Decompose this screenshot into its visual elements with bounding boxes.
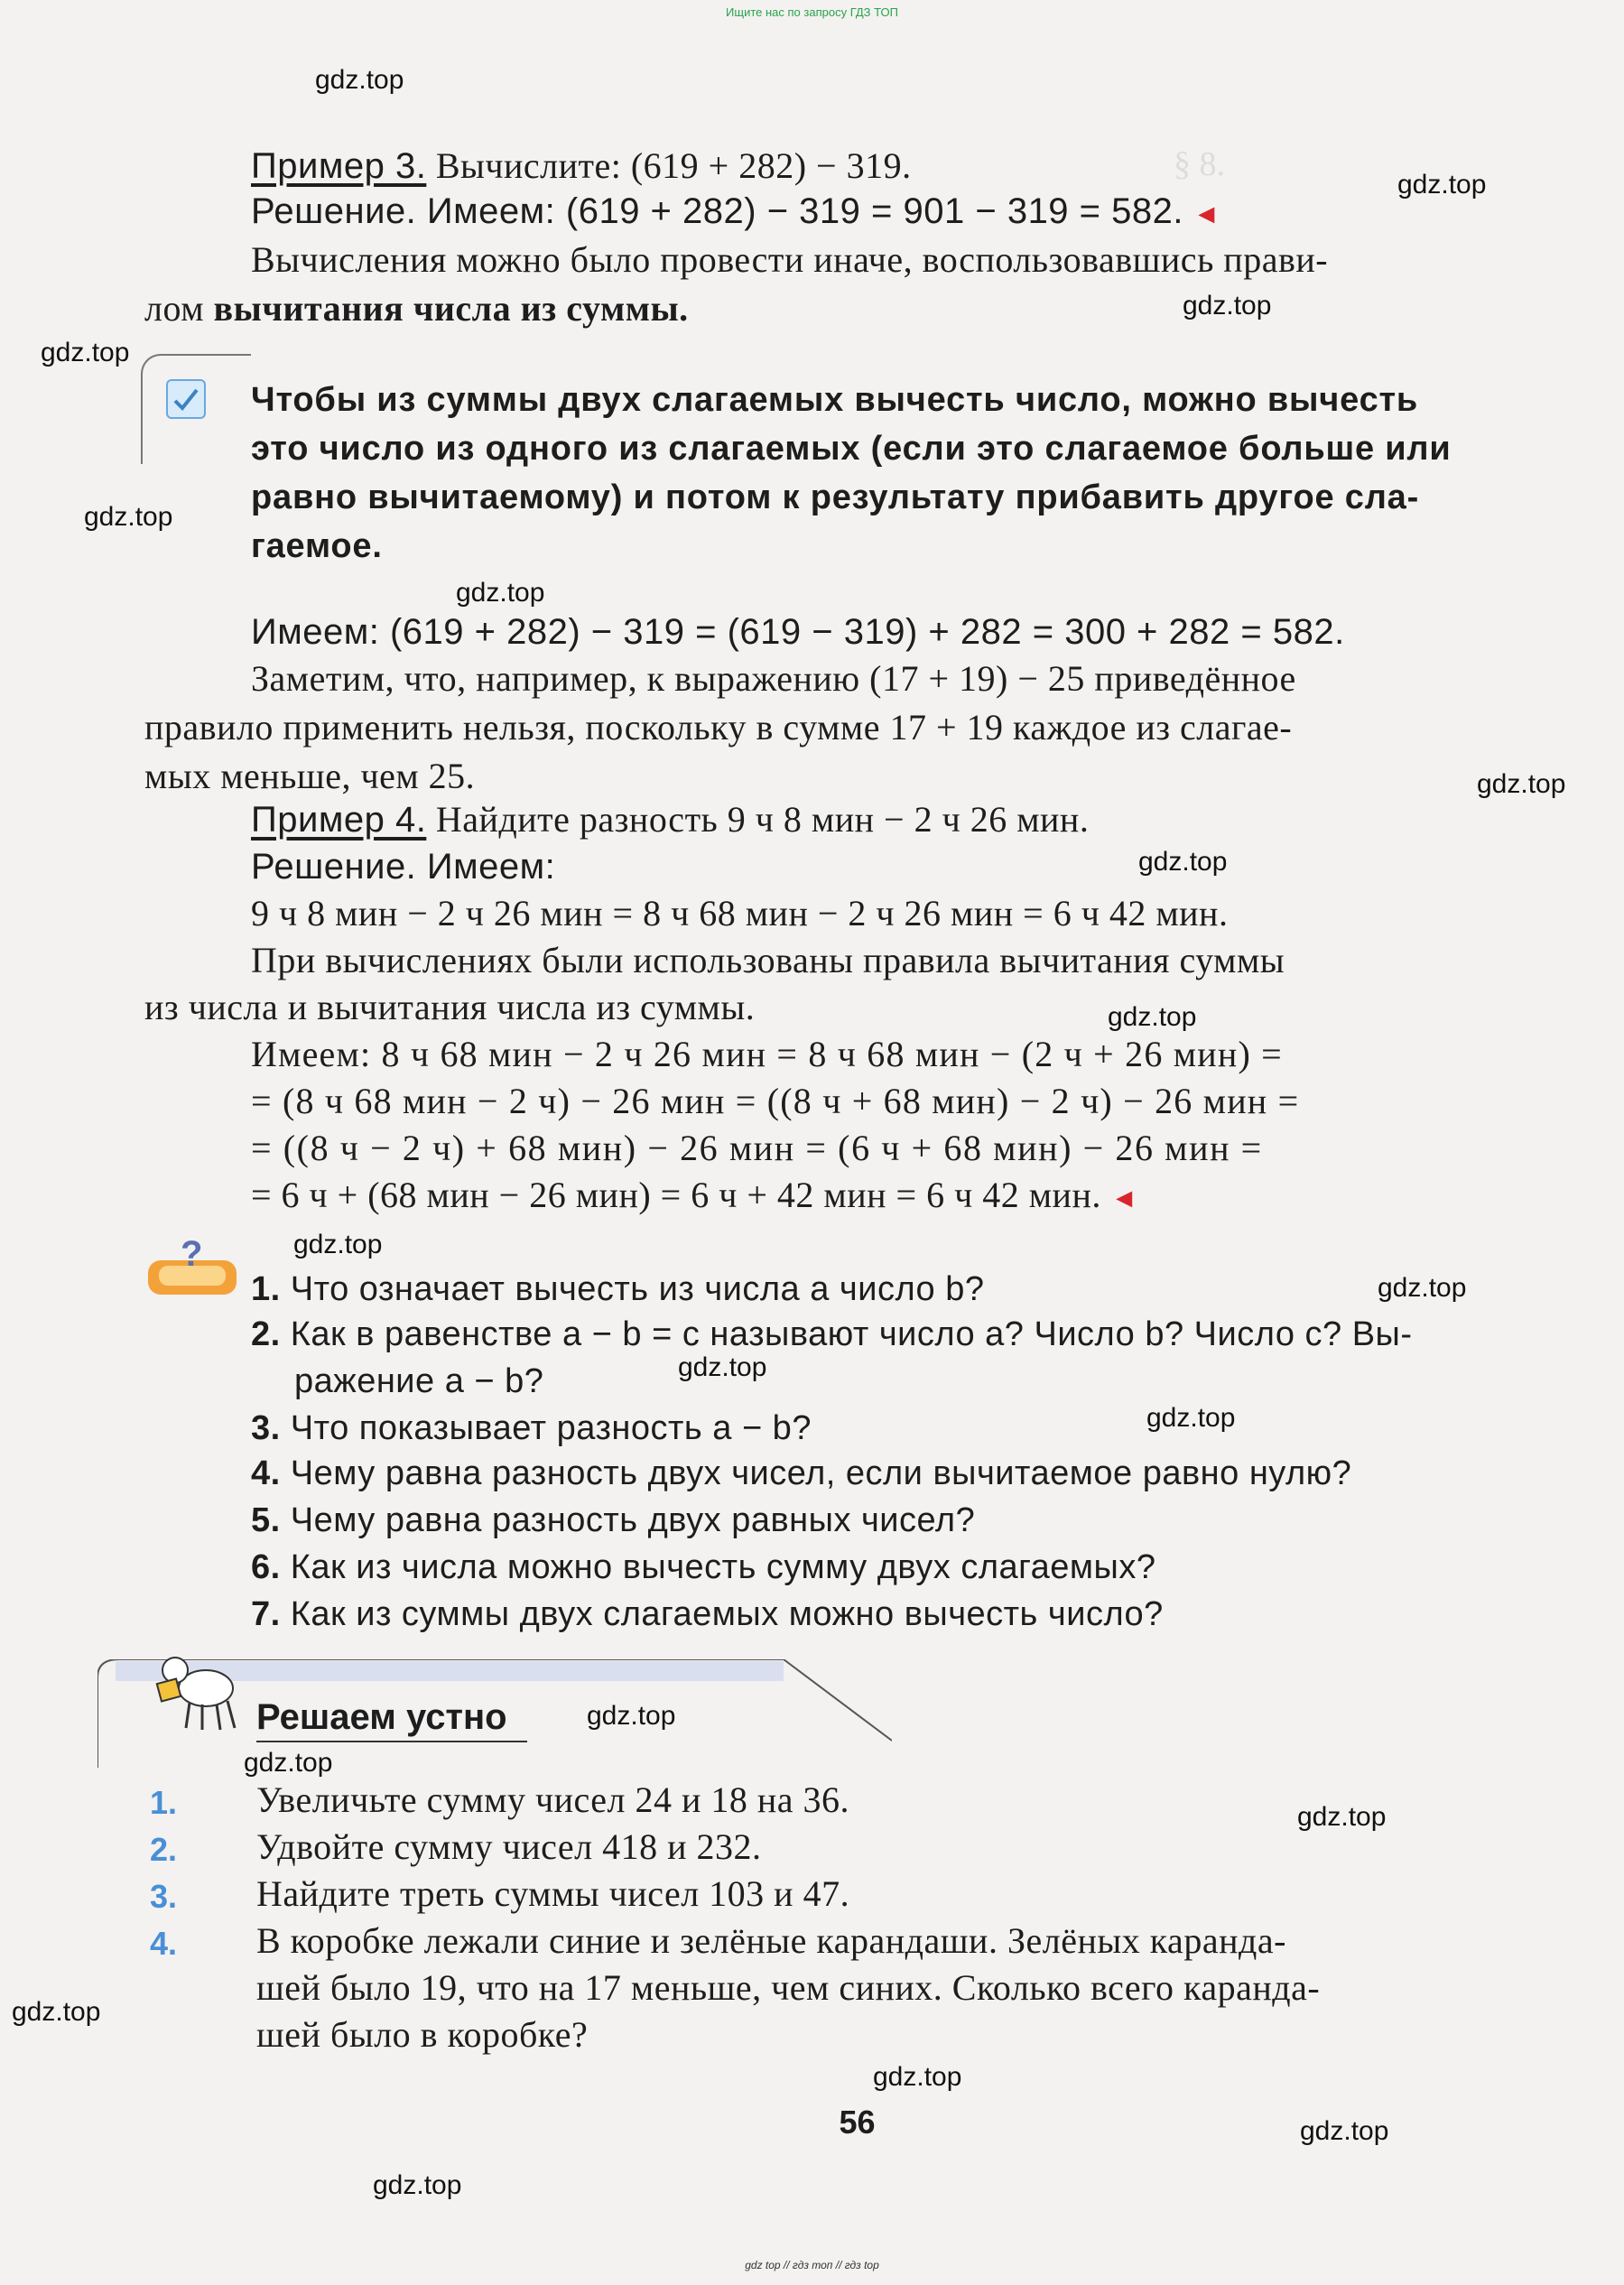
watermark: gdz.top: [1138, 847, 1228, 877]
top-banner: Ищите нас по запросу ГДЗ ТОП: [726, 5, 898, 19]
watermark: gdz.top: [1477, 769, 1566, 799]
page-number: 56: [839, 2104, 876, 2141]
question-text: Что означает вычесть из числа a число b?: [290, 1270, 985, 1308]
bleed-through: § 8.: [1174, 145, 1225, 183]
calculation-line: Имеем: (619 + 282) − 319 = (619 − 319) + 282 = 300 + 282 = 582.: [251, 612, 1345, 652]
watermark: gdz.top: [873, 2062, 962, 2092]
oral-item: В коробке лежали синие и зелёные карандаши. Зелёных каранда-: [256, 1920, 1286, 1961]
rule-line: Чтобы из суммы двух слагаемых вычесть число, можно вычесть: [251, 381, 1419, 419]
paragraph-line: мых меньше, чем 25.: [144, 756, 476, 796]
calculation-line: Имеем: 8 ч 68 мин − 2 ч 26 мин = 8 ч 68 мин − (2 ч + 26 мин) =: [251, 1034, 1283, 1074]
question-text: Чему равна разность двух равных чисел?: [290, 1501, 976, 1539]
watermark: gdz.top: [244, 1748, 333, 1778]
question-text: Как из числа можно вычесть сумму двух слагаемых?: [290, 1548, 1156, 1586]
question-icon: [144, 1237, 240, 1300]
watermark: gdz.top: [293, 1230, 383, 1259]
example3-solution-line: [251, 188, 1624, 238]
calculation-line: = (8 ч 68 мин − 2 ч) − 26 мин = ((8 ч + 68 мин) − 2 ч) − 26 мин =: [251, 1081, 1300, 1121]
question-number: 2.: [251, 1315, 281, 1353]
question-text: ражение a − b?: [294, 1362, 544, 1400]
rule-line: равно вычитаемому) и потом к результату прибавить другое сла-: [251, 478, 1420, 516]
watermark: gdz.top: [1300, 2116, 1389, 2146]
question-text: Как из суммы двух слагаемых можно вычесть число?: [290, 1595, 1164, 1633]
example4-solution: Решение. Имеем:: [251, 847, 556, 887]
calc-text: = 6 ч + (68 мин − 26 мин) = 6 ч + 42 мин = 6 ч 42 мин.: [251, 1175, 1101, 1215]
question-text: Что показывает разность a − b?: [290, 1409, 812, 1447]
question-item: [251, 1311, 1624, 1358]
watermark: gdz.top: [12, 1997, 101, 2027]
oral-item: шей было 19, что на 17 меньше, чем синих. Сколько всего каранда-: [256, 1967, 1321, 2008]
pencil-check-icon: [166, 379, 206, 419]
paragraph-line: [144, 285, 1553, 332]
paragraph-line: При вычислениях были использованы правила вычитания суммы: [251, 940, 1285, 980]
watermark: gdz.top: [1378, 1273, 1467, 1303]
watermark: gdz.top: [587, 1701, 676, 1731]
example4-label: Пример 4.: [251, 800, 427, 840]
question-text: Как в равенстве a − b = c называют число a? Число b? Число c? Вы-: [290, 1315, 1413, 1353]
question-number: 6.: [251, 1548, 281, 1586]
svg-text:?: ?: [181, 1237, 203, 1274]
text-span: лом: [144, 288, 214, 329]
question-text: Чему равна разность двух чисел, если вычитаемое равно нулю?: [290, 1454, 1352, 1492]
section-title: Решаем устно: [256, 1697, 507, 1737]
bottom-banner: gdz top // гдз топ // гдз top: [745, 2259, 879, 2271]
watermark: gdz.top: [1397, 170, 1487, 200]
oral-item: Найдите треть суммы чисел 103 и 47.: [256, 1873, 850, 1914]
question-number: 7.: [251, 1595, 281, 1633]
calculation-line: [251, 1172, 1624, 1222]
bold-term: вычитания числа из суммы.: [213, 288, 689, 329]
watermark: gdz.top: [1183, 291, 1272, 320]
item-number: 4.: [150, 1925, 178, 1962]
item-number: 2.: [150, 1831, 178, 1868]
oral-item: Удвойте сумму чисел 418 и 232.: [256, 1826, 762, 1867]
calculation-line: 9 ч 8 мин − 2 ч 26 мин = 8 ч 68 мин − 2 ч 26 мин = 6 ч 42 мин.: [251, 893, 1229, 934]
example3-solution: Решение. Имеем: (619 + 282) − 319 = 901 − 319 = 582.: [251, 191, 1183, 231]
example3-task-line: [251, 143, 1624, 190]
end-marker-icon: ◄: [1110, 1184, 1138, 1213]
oral-item: шей было в коробке?: [256, 2014, 589, 2055]
oral-item: Увеличьте сумму чисел 24 и 18 на 36.: [256, 1779, 850, 1820]
watermark: gdz.top: [1146, 1403, 1236, 1433]
watermark: gdz.top: [1297, 1802, 1387, 1832]
question-number: 5.: [251, 1501, 281, 1539]
paragraph-line: Вычисления можно было провести иначе, воспользовавшись прави-: [251, 239, 1329, 280]
question-item: [251, 1591, 1624, 1638]
watermark: gdz.top: [678, 1352, 767, 1382]
rule-line: это число из одного из слагаемых (если это слагаемое больше или: [251, 430, 1452, 468]
watermark: gdz.top: [315, 65, 404, 95]
calc-text: = ((8 ч − 2 ч) + 68 мин) − 26 мин = (6 ч + 68 мин) − 26 мин =: [251, 1128, 1263, 1168]
question-item: [294, 1358, 1624, 1405]
watermark: gdz.top: [373, 2170, 462, 2200]
dog-mascot-icon: [150, 1645, 249, 1735]
example3-label: Пример 3.: [251, 146, 427, 186]
question-number: 4.: [251, 1454, 281, 1492]
question-item: [251, 1266, 1624, 1313]
question-item: [251, 1405, 1624, 1452]
item-number: 1.: [150, 1784, 178, 1821]
watermark: gdz.top: [456, 578, 545, 608]
watermark: gdz.top: [41, 338, 130, 367]
item-number: 3.: [150, 1878, 178, 1915]
rule-line: гаемое.: [251, 527, 383, 565]
question-item: [251, 1450, 1624, 1497]
example3-task: Вычислите: (619 + 282) − 319.: [435, 145, 912, 186]
example4-task-line: [251, 796, 1624, 843]
watermark: gdz.top: [84, 502, 173, 532]
paragraph-line: из числа и вычитания числа из суммы.: [144, 987, 756, 1027]
paragraph-line: Заметим, что, например, к выражению (17 + 19) − 25 приведённое: [251, 658, 1296, 699]
paragraph-line: правило применить нельзя, поскольку в сумме 17 + 19 каждое из слагае-: [144, 707, 1293, 748]
end-marker-icon: ◄: [1192, 200, 1220, 229]
question-number: 3.: [251, 1409, 281, 1447]
question-item: [251, 1544, 1624, 1591]
question-number: 1.: [251, 1270, 281, 1308]
question-item: [251, 1497, 1624, 1544]
example4-task: Найдите разность 9 ч 8 мин − 2 ч 26 мин.: [435, 799, 1090, 840]
calculation-line: [251, 1125, 1624, 1172]
title-underline: [256, 1741, 527, 1742]
watermark: gdz.top: [1108, 1002, 1197, 1032]
